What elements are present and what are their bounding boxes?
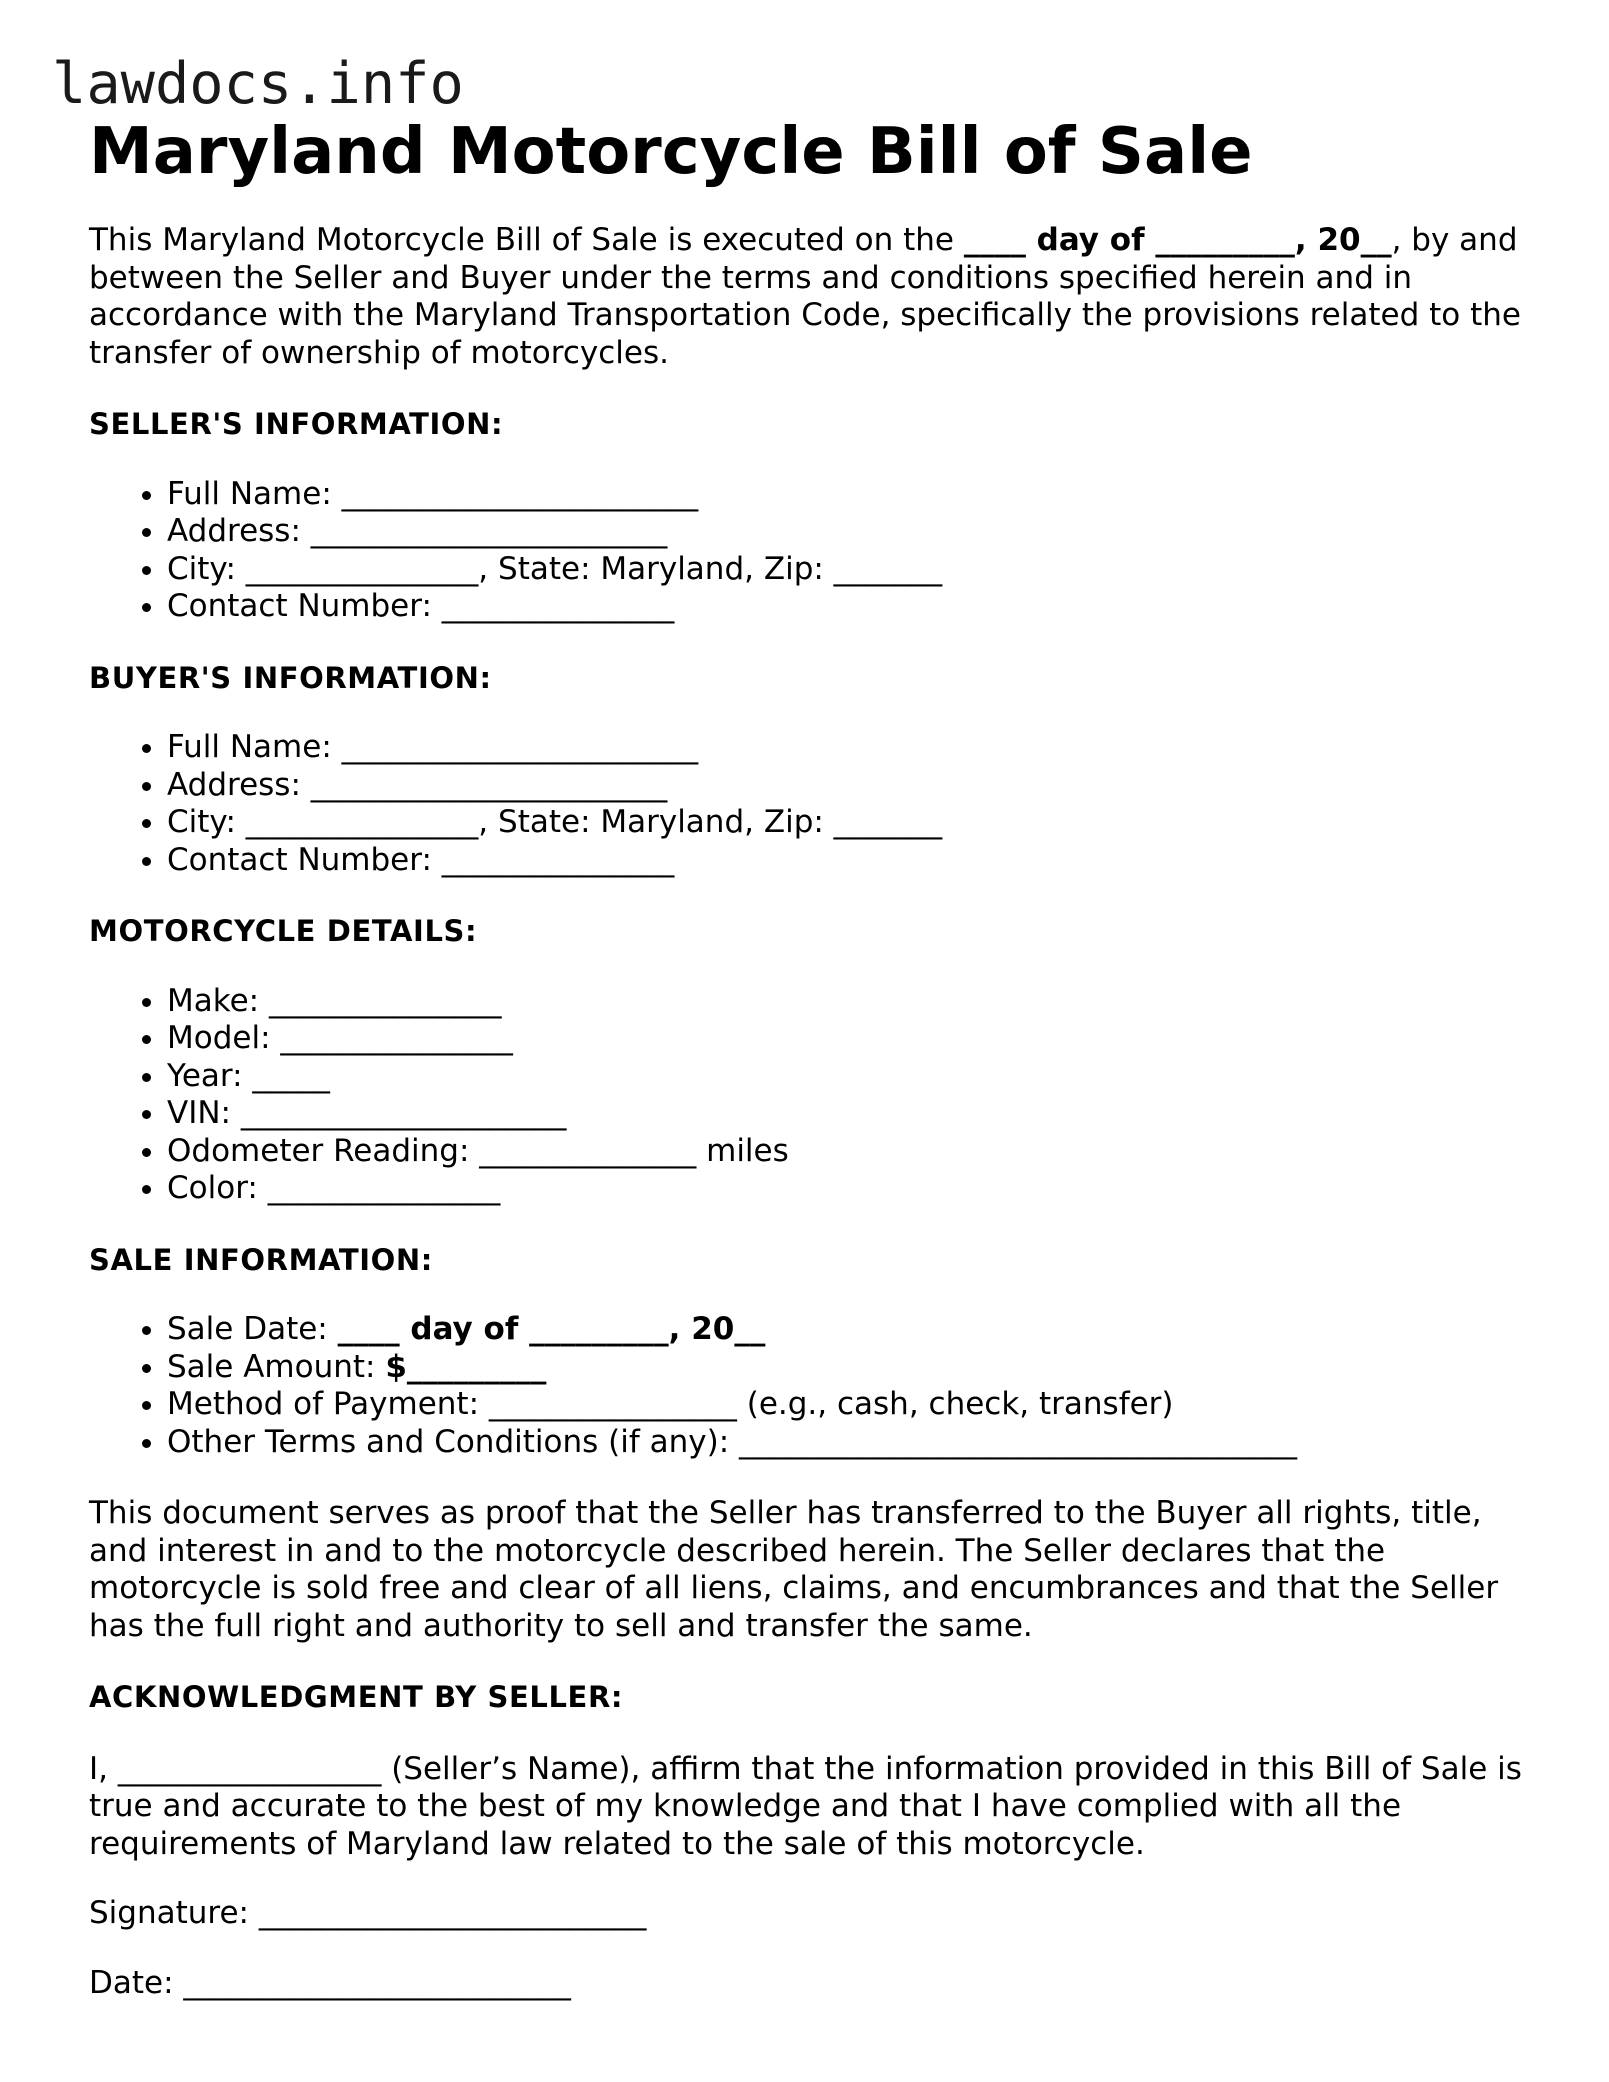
document-title: Maryland Motorcycle Bill of Sale <box>89 115 1253 189</box>
list-item: • Full Name: _______________________ <box>167 476 1529 514</box>
document-body <box>89 112 1529 2002</box>
buyer-heading: BUYER'S INFORMATION: <box>89 660 492 695</box>
signature-line: Signature: _________________________ <box>89 1895 647 1931</box>
list-item: • City: _______________, State: Maryland, Zip: _______ <box>167 551 1529 589</box>
list-item: • Odometer Reading: ______________ miles <box>167 1133 1529 1171</box>
list-item: • Contact Number: _______________ <box>167 588 1529 626</box>
list-item: • City: _______________, State: Maryland, Zip: _______ <box>167 804 1529 842</box>
acknowledgment-heading: ACKNOWLEDGMENT BY SELLER: <box>89 1680 624 1714</box>
buyer-list <box>89 729 1529 879</box>
intro-text-end: , by and between the Seller and Buyer under the terms and conditions specified herein and in accordance with the Maryland Transportation Code, specifically the provisions related to the transfer of ownership of motorcycles. <box>89 222 1521 371</box>
list-item: • Method of Payment: ________________ (e.g., cash, check, transfer) <box>167 1386 1529 1424</box>
list-item: • VIN: _____________________ <box>167 1095 1529 1133</box>
intro-paragraph <box>89 222 1529 372</box>
sale-heading: SALE INFORMATION: <box>89 1242 433 1277</box>
sale-date-blank: ____ day of _________, 20__ <box>337 1311 766 1347</box>
sale-list <box>89 1311 1529 1461</box>
list-item <box>167 1311 1529 1349</box>
intro-text-start: This Maryland Motorcycle Bill of Sale is executed on the <box>89 222 964 258</box>
seller-list <box>89 476 1529 626</box>
list-item: • Address: _______________________ <box>167 513 1529 551</box>
sale-date-label: Sale Date: <box>167 1311 338 1347</box>
acknowledgment-paragraph: I, _________________ (Seller’s Name), affirm that the information provided in this Bill of Sale is true and accurate to the best of my knowledge and that I have complied with all the requirements of Maryland law related to the sale of this motorcycle. <box>89 1750 1522 1862</box>
motorcycle-list <box>89 983 1529 1208</box>
list-item <box>167 1349 1529 1387</box>
sale-amount-blank: $_________ <box>385 1348 547 1385</box>
list-item: • Make: _______________ <box>167 983 1529 1021</box>
transfer-paragraph: This document serves as proof that the Seller has transferred to the Buyer all rights, title, and interest in and to the motorcycle described herein. The Seller declares that the motorcycle is sold free and clear of all liens, claims, and encumbrances and that the Seller has the full right and authority to sell and transfer the same. <box>89 1495 1499 1644</box>
list-item: • Color: _______________ <box>167 1170 1529 1208</box>
sale-amount-label: Sale Amount: <box>167 1348 386 1385</box>
intro-date-blank: ____ day of _________, 20__ <box>963 222 1392 258</box>
list-item: • Model: _______________ <box>167 1020 1529 1058</box>
list-item: • Address: _______________________ <box>167 767 1529 805</box>
seller-heading: SELLER'S INFORMATION: <box>89 407 504 441</box>
list-item: • Full Name: _______________________ <box>167 729 1529 767</box>
list-item: • Other Terms and Conditions (if any): ____________________________________ <box>167 1424 1529 1462</box>
motorcycle-heading: MOTORCYCLE DETAILS: <box>89 914 478 948</box>
date-line: Date: _________________________ <box>89 1964 571 2001</box>
site-name: lawdocs.info <box>52 51 464 117</box>
list-item: • Year: _____ <box>167 1058 1529 1096</box>
list-item: • Contact Number: _______________ <box>167 842 1529 880</box>
